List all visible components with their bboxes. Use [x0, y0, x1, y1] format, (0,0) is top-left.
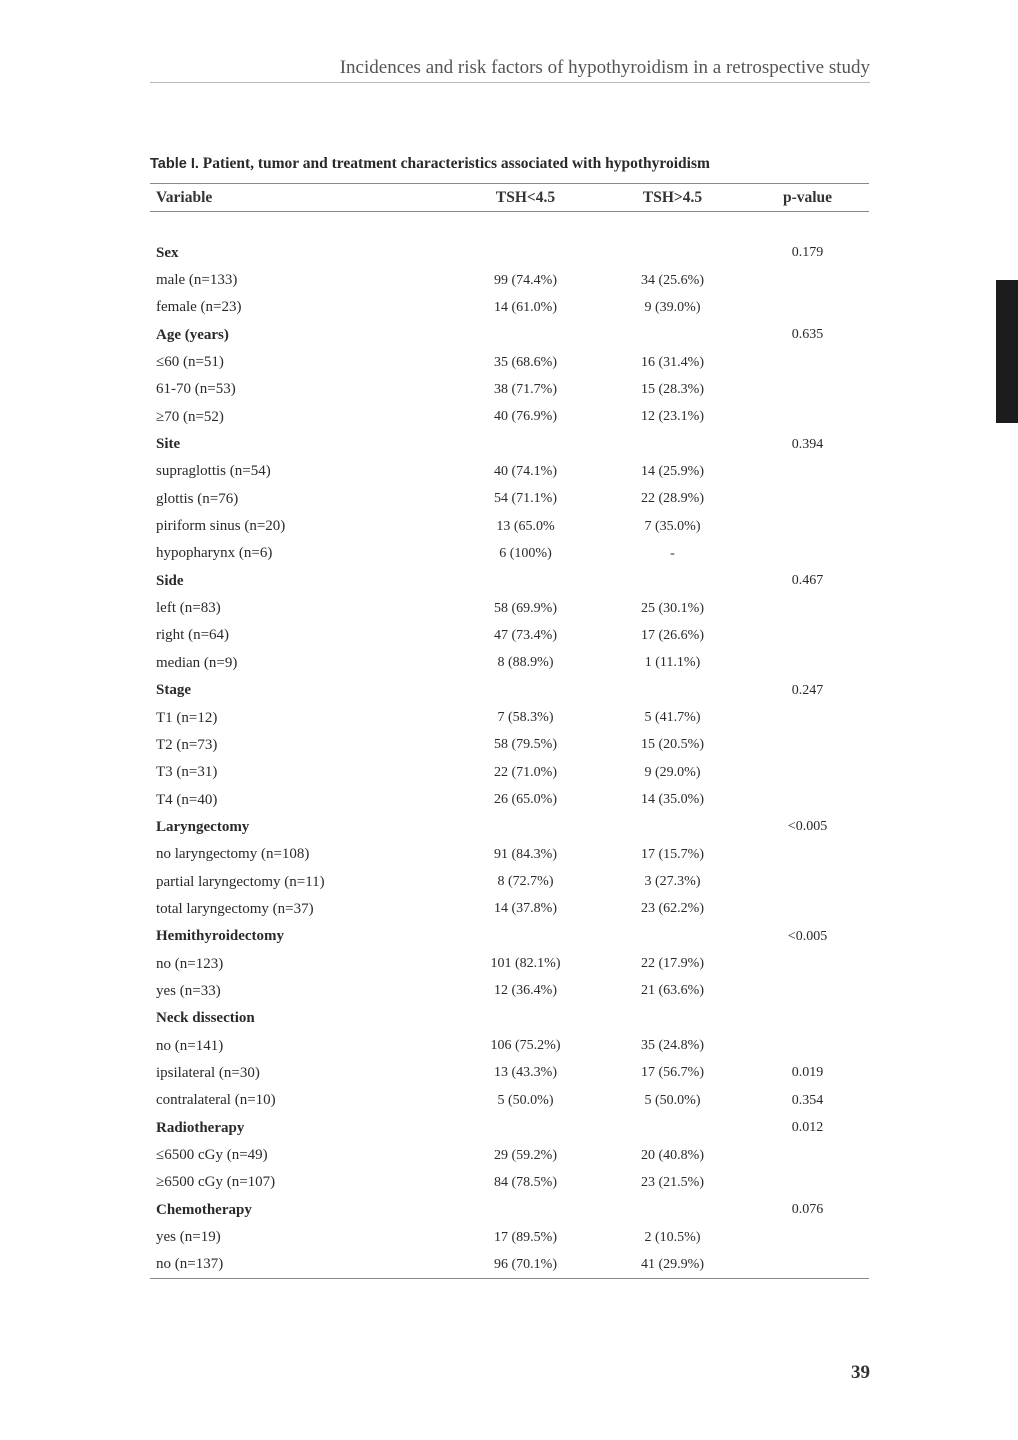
tsh-low-cell: 17 (89.5%)	[494, 1229, 557, 1245]
table-group-row	[150, 568, 869, 595]
tsh-high-cell: 5 (41.7%)	[644, 710, 701, 726]
tsh-high-cell: 23 (62.2%)	[641, 901, 704, 917]
variable-cell: supraglottis (n=54)	[156, 463, 271, 480]
table-group-row	[150, 677, 869, 704]
tsh-low-cell	[452, 923, 599, 950]
tsh-low-cell: 91 (84.3%)	[494, 846, 557, 862]
tsh-low-cell: 58 (79.5%)	[494, 737, 557, 753]
variable-cell: contralateral (n=10)	[156, 1092, 276, 1109]
variable-cell: ≤6500 cGy (n=49)	[156, 1147, 268, 1164]
variable-cell: ≤60 (n=51)	[156, 354, 224, 371]
p-value-cell	[746, 1005, 869, 1032]
p-value-cell	[746, 868, 869, 895]
tsh-low-cell	[452, 431, 599, 458]
tsh-high-cell	[599, 322, 746, 349]
tsh-low-cell: 54 (71.1%)	[494, 491, 557, 507]
table-caption-text: Patient, tumor and treatment characteristics associated with hypothyroidism	[202, 155, 710, 172]
variable-cell: Side	[156, 572, 184, 589]
tsh-low-cell: 35 (68.6%)	[494, 354, 557, 370]
tsh-high-cell	[599, 814, 746, 841]
variable-cell: T3 (n=31)	[156, 764, 218, 781]
variable-cell: 61-70 (n=53)	[156, 381, 236, 398]
tsh-high-cell	[599, 240, 746, 267]
tsh-low-cell	[452, 322, 599, 349]
variable-cell: Neck dissection	[156, 1010, 255, 1027]
p-value-cell	[746, 978, 869, 1005]
variable-cell: yes (n=33)	[156, 982, 221, 999]
tsh-high-cell	[599, 568, 746, 595]
variable-cell: ≥6500 cGy (n=107)	[156, 1174, 276, 1191]
tsh-high-cell: 41 (29.9%)	[599, 1251, 746, 1278]
table-row	[150, 1169, 869, 1196]
p-value-cell: 0.019	[791, 1065, 824, 1081]
tsh-high-cell	[599, 677, 746, 704]
variable-cell: glottis (n=76)	[156, 490, 239, 507]
table-row	[150, 896, 869, 923]
tsh-high-cell: 15 (20.5%)	[641, 737, 704, 753]
tsh-high-cell: 12 (23.1%)	[641, 409, 704, 425]
tsh-high-cell: 21 (63.6%)	[641, 983, 704, 999]
tsh-high-cell: 22 (17.9%)	[641, 956, 704, 972]
table-row	[150, 294, 869, 321]
p-value-cell: <0.005	[787, 819, 828, 835]
variable-cell: no (n=141)	[156, 1037, 224, 1054]
variable-cell: Sex	[156, 244, 179, 261]
table-row	[150, 540, 869, 567]
table-row	[150, 349, 869, 376]
table-row	[150, 1251, 869, 1278]
table-row	[150, 978, 869, 1005]
tsh-high-cell	[599, 923, 746, 950]
tsh-high-cell: 14 (25.9%)	[641, 463, 704, 479]
tsh-low-cell: 8 (88.9%)	[497, 655, 554, 671]
variable-cell: no (n=137)	[150, 1251, 452, 1278]
tsh-high-cell: 9 (39.0%)	[644, 299, 701, 315]
p-value-cell: 0.247	[791, 682, 824, 698]
tsh-low-cell	[452, 814, 599, 841]
table-row	[150, 786, 869, 813]
tsh-low-cell	[452, 1115, 599, 1142]
tsh-low-cell	[452, 240, 599, 267]
p-value-cell	[746, 896, 869, 923]
tsh-low-cell: 14 (61.0%)	[494, 299, 557, 315]
table-row	[150, 759, 869, 786]
p-value-cell	[746, 540, 869, 567]
p-value-cell	[746, 786, 869, 813]
tsh-low-cell: 7 (58.3%)	[497, 710, 554, 726]
variable-cell: Hemithyroidectomy	[156, 928, 285, 945]
p-value-cell: 0.354	[791, 1092, 824, 1108]
chapter-side-tab	[996, 280, 1018, 423]
table-row	[150, 404, 869, 431]
table-group-row	[150, 1115, 869, 1142]
tsh-high-cell: 25 (30.1%)	[641, 600, 704, 616]
page-number: 39	[851, 1362, 870, 1383]
variable-cell: Chemotherapy	[156, 1201, 252, 1218]
variable-cell: median (n=9)	[156, 654, 238, 671]
tsh-high-cell: 9 (29.0%)	[644, 764, 701, 780]
variable-cell: ≥70 (n=52)	[156, 408, 224, 425]
variable-cell: Stage	[156, 682, 191, 699]
p-value-cell	[746, 704, 869, 731]
variable-cell: left (n=83)	[156, 600, 221, 617]
variable-cell: no laryngectomy (n=108)	[156, 846, 310, 863]
tsh-high-cell: 16 (31.4%)	[641, 354, 704, 370]
table-row	[150, 458, 869, 485]
table-row	[150, 486, 869, 513]
table-row	[150, 1060, 869, 1087]
variable-cell: partial laryngectomy (n=11)	[156, 873, 325, 890]
p-value-cell	[746, 458, 869, 485]
table-group-row	[150, 814, 869, 841]
table-header-row	[150, 184, 869, 212]
tsh-low-cell: 96 (70.1%)	[452, 1251, 599, 1278]
tsh-low-cell: 8 (72.7%)	[497, 874, 554, 890]
p-value-cell	[746, 1251, 869, 1278]
tsh-high-cell: -	[670, 545, 675, 561]
tsh-low-cell: 40 (74.1%)	[494, 463, 557, 479]
variable-cell: male (n=133)	[156, 272, 238, 289]
tsh-low-cell	[452, 677, 599, 704]
variable-cell: T1 (n=12)	[156, 709, 218, 726]
variable-cell: ipsilateral (n=30)	[156, 1064, 260, 1081]
table-row	[150, 868, 869, 895]
p-value-cell: 0.394	[791, 436, 824, 452]
tsh-high-cell: 23 (21.5%)	[641, 1174, 704, 1190]
tsh-low-cell	[452, 568, 599, 595]
table-row	[150, 267, 869, 294]
p-value-cell	[746, 486, 869, 513]
tsh-high-cell: 14 (35.0%)	[641, 792, 704, 808]
table-row	[150, 376, 869, 403]
tsh-low-cell: 13 (43.3%)	[494, 1065, 557, 1081]
variable-cell: Age (years)	[156, 326, 229, 343]
table-body	[150, 212, 869, 1279]
variable-cell: Site	[156, 436, 181, 453]
p-value-cell	[746, 732, 869, 759]
tsh-high-cell: 1 (11.1%)	[644, 655, 701, 671]
p-value-cell	[746, 267, 869, 294]
p-value-cell	[746, 1032, 869, 1059]
tsh-low-cell: 22 (71.0%)	[494, 764, 557, 780]
variable-cell: Laryngectomy	[156, 818, 250, 835]
variable-cell: T2 (n=73)	[156, 736, 218, 753]
p-value-cell: <0.005	[787, 928, 828, 944]
tsh-low-cell	[452, 1197, 599, 1224]
tsh-high-cell: 17 (56.7%)	[641, 1065, 704, 1081]
p-value-cell	[746, 595, 869, 622]
table-group-row	[150, 1197, 869, 1224]
table-row	[150, 650, 869, 677]
table-row	[150, 704, 869, 731]
table-spacer-row	[150, 212, 869, 240]
table-row	[150, 595, 869, 622]
tsh-low-cell: 47 (73.4%)	[494, 627, 557, 643]
tsh-high-cell: 7 (35.0%)	[644, 518, 701, 534]
tsh-low-cell: 14 (37.8%)	[494, 901, 557, 917]
table-row	[150, 732, 869, 759]
p-value-cell: 0.467	[791, 573, 824, 589]
tsh-low-cell: 12 (36.4%)	[494, 983, 557, 999]
tsh-high-cell: 2 (10.5%)	[644, 1229, 701, 1245]
p-value-cell	[746, 950, 869, 977]
variable-cell: piriform sinus (n=20)	[156, 518, 286, 535]
table-row	[150, 1142, 869, 1169]
table-row	[150, 622, 869, 649]
tsh-low-cell: 13 (65.0%	[496, 518, 555, 534]
tsh-high-cell: 35 (24.8%)	[641, 1038, 704, 1054]
p-value-cell	[746, 376, 869, 403]
p-value-cell: 0.012	[791, 1120, 824, 1136]
p-value-cell: 0.635	[791, 327, 824, 343]
table-row	[150, 1032, 869, 1059]
p-value-cell	[746, 1224, 869, 1251]
tsh-high-cell	[599, 431, 746, 458]
variable-cell: yes (n=19)	[156, 1229, 221, 1246]
p-value-cell	[746, 513, 869, 540]
tsh-high-cell	[599, 1115, 746, 1142]
variable-cell: T4 (n=40)	[156, 791, 218, 808]
table-row	[150, 513, 869, 540]
variable-cell: female (n=23)	[156, 299, 242, 316]
column-header-tsh-low: TSH<4.5	[452, 184, 599, 212]
running-header: Incidences and risk factors of hypothyroidism in a retrospective study	[150, 57, 870, 83]
column-header-tsh-high: TSH>4.5	[599, 184, 746, 212]
variable-cell: right (n=64)	[156, 627, 230, 644]
p-value-cell	[746, 404, 869, 431]
tsh-high-cell: 5 (50.0%)	[644, 1092, 701, 1108]
tsh-low-cell: 40 (76.9%)	[494, 409, 557, 425]
tsh-low-cell: 38 (71.7%)	[494, 381, 557, 397]
p-value-cell	[746, 759, 869, 786]
table-group-row	[150, 431, 869, 458]
table-caption	[150, 155, 710, 173]
spacer-cell	[150, 212, 869, 240]
table-group-row	[150, 923, 869, 950]
table-group-row	[150, 322, 869, 349]
tsh-high-cell: 22 (28.9%)	[641, 491, 704, 507]
characteristics-table	[150, 183, 869, 1279]
tsh-low-cell: 58 (69.9%)	[494, 600, 557, 616]
table-group-row	[150, 1005, 869, 1032]
tsh-high-cell: 20 (40.8%)	[641, 1147, 704, 1163]
p-value-cell	[746, 294, 869, 321]
p-value-cell	[746, 349, 869, 376]
tsh-low-cell: 26 (65.0%)	[494, 792, 557, 808]
p-value-cell	[746, 841, 869, 868]
p-value-cell	[746, 650, 869, 677]
table-row	[150, 950, 869, 977]
table-row	[150, 1087, 869, 1114]
column-header-p-value: p-value	[746, 184, 869, 212]
tsh-high-cell: 34 (25.6%)	[641, 272, 704, 288]
tsh-high-cell: 3 (27.3%)	[644, 874, 701, 890]
p-value-cell: 0.076	[791, 1202, 824, 1218]
tsh-high-cell	[599, 1197, 746, 1224]
variable-cell: hypopharynx (n=6)	[156, 545, 273, 562]
tsh-low-cell	[452, 1005, 599, 1032]
table-caption-label: Table I.	[150, 156, 199, 172]
tsh-high-cell	[599, 1005, 746, 1032]
table-row	[150, 1224, 869, 1251]
tsh-high-cell: 15 (28.3%)	[641, 381, 704, 397]
p-value-cell: 0.179	[791, 245, 824, 261]
p-value-cell	[746, 622, 869, 649]
table-group-row	[150, 240, 869, 267]
tsh-low-cell: 99 (74.4%)	[494, 272, 557, 288]
column-header-variable: Variable	[150, 184, 452, 212]
tsh-high-cell: 17 (15.7%)	[641, 846, 704, 862]
p-value-cell	[746, 1142, 869, 1169]
tsh-high-cell: 17 (26.6%)	[641, 627, 704, 643]
variable-cell: Radiotherapy	[156, 1119, 245, 1136]
tsh-low-cell: 84 (78.5%)	[494, 1174, 557, 1190]
tsh-low-cell: 5 (50.0%)	[497, 1092, 554, 1108]
variable-cell: no (n=123)	[156, 955, 224, 972]
tsh-low-cell: 29 (59.2%)	[494, 1147, 557, 1163]
variable-cell: total laryngectomy (n=37)	[156, 900, 314, 917]
table-container	[150, 183, 869, 1279]
tsh-low-cell: 101 (82.1%)	[490, 956, 561, 972]
p-value-cell	[746, 1169, 869, 1196]
tsh-low-cell: 106 (75.2%)	[490, 1038, 561, 1054]
tsh-low-cell: 6 (100%)	[499, 545, 552, 561]
table-row	[150, 841, 869, 868]
